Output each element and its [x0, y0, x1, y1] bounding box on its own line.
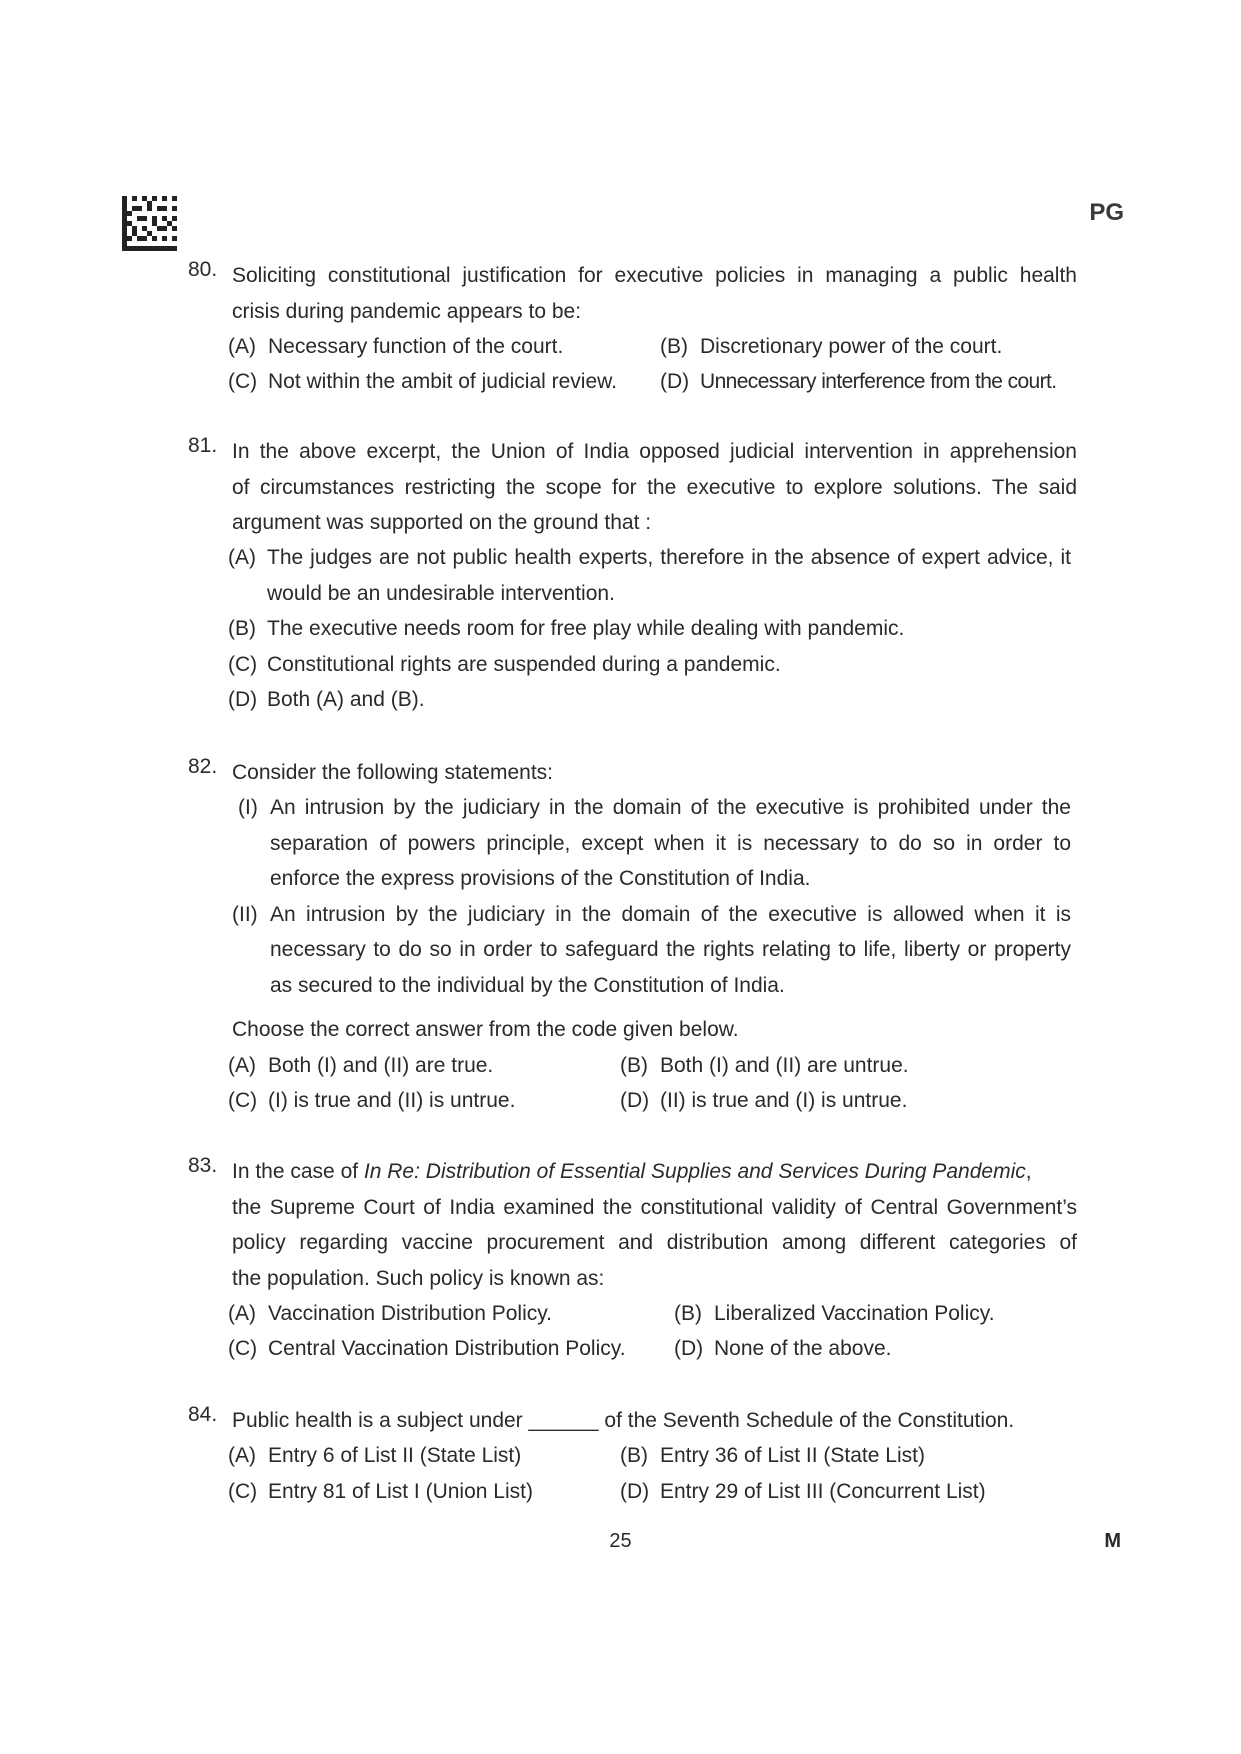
- option-c: [228, 647, 1071, 683]
- option-label: (D): [620, 1089, 650, 1112]
- statement-ii: [232, 897, 1071, 1004]
- question-text: argument was supported on the ground that :: [232, 511, 652, 534]
- option-c: [228, 1474, 533, 1510]
- option-text: Constitutional rights are suspended during a pandemic.: [267, 652, 781, 676]
- question-number: 81.: [188, 434, 218, 457]
- page-number: 25: [609, 1530, 632, 1552]
- option-label: (B): [228, 617, 256, 640]
- option-d: [620, 1474, 986, 1510]
- option-b: [620, 1438, 925, 1474]
- question-text: the population. Such policy is known as:: [232, 1266, 605, 1290]
- option-text: Entry 6 of List II (State List): [268, 1444, 522, 1467]
- question-text: In the above excerpt, the Union of India opposed judicial intervention in apprehension: [232, 440, 1077, 463]
- option-b: [620, 1048, 909, 1084]
- option-label: (D): [660, 370, 690, 393]
- option-text: The judges are not public health experts, therefore in the absence of expert advice, it would be an undesirable intervention.: [267, 546, 1071, 605]
- option-label: (A): [228, 1444, 256, 1467]
- option-text: Entry 81 of List I (Union List): [268, 1480, 533, 1503]
- option-b: [674, 1296, 995, 1332]
- question-number: 80.: [188, 258, 218, 281]
- option-text: Central Vaccination Distribution Policy.: [268, 1337, 626, 1360]
- option-label: (D): [228, 688, 258, 711]
- option-text: Entry 36 of List II (State List): [660, 1444, 925, 1467]
- option-c: [228, 1083, 515, 1119]
- option-c: [228, 1331, 626, 1367]
- option-label: (D): [674, 1337, 704, 1360]
- option-d: [674, 1331, 891, 1367]
- question-text: Public health is a subject under ______ of the Seventh Schedule of the Constitution.: [232, 1409, 1015, 1432]
- booklet-code: M: [1104, 1530, 1121, 1552]
- option-text: Both (I) and (II) are true.: [268, 1054, 494, 1077]
- option-label: (B): [620, 1054, 648, 1077]
- question-text: the Supreme Court of India examined the constitutional validity of Central Government’s: [232, 1195, 1077, 1219]
- statement-text: An intrusion by the judiciary in the domain of the executive is allowed when it is necessary to do so in order to safeguard the rights relating to life, liberty or property as secured to the individual by the Constitution of India.: [270, 902, 1071, 997]
- option-text: Necessary function of the court.: [268, 335, 564, 358]
- option-a: [228, 540, 1071, 611]
- option-label: (C): [228, 1337, 258, 1360]
- option-d: [660, 364, 1057, 400]
- option-c: [228, 364, 617, 400]
- option-b: [228, 611, 1071, 647]
- question-text: crisis during pandemic appears to be:: [232, 299, 582, 323]
- option-d: [228, 682, 1071, 718]
- question-text: Soliciting constitutional justification for executive policies in managing a public health: [232, 264, 1077, 287]
- question-number: 84.: [188, 1403, 218, 1426]
- option-text: (I) is true and (II) is untrue.: [268, 1089, 516, 1112]
- question-intro: In the case of: [232, 1160, 364, 1183]
- option-text: Liberalized Vaccination Policy.: [714, 1302, 995, 1325]
- option-label: (C): [228, 1089, 258, 1112]
- option-label: (B): [674, 1302, 702, 1325]
- option-a: [228, 329, 563, 365]
- option-text: Both (I) and (II) are untrue.: [660, 1054, 909, 1077]
- option-text: Both (A) and (B).: [267, 688, 425, 711]
- option-text: Not within the ambit of judicial review.: [268, 370, 617, 393]
- series-code: PG: [1089, 199, 1124, 226]
- option-text: (II) is true and (I) is untrue.: [660, 1089, 908, 1112]
- question-intro-end: ,: [1025, 1160, 1032, 1183]
- option-a: [228, 1438, 521, 1474]
- option-label: (A): [228, 1054, 256, 1077]
- option-label: (A): [228, 335, 256, 358]
- instruction-text: Choose the correct answer from the code given below.: [232, 1018, 739, 1041]
- option-text: Unnecessary interference from the court.: [700, 370, 1057, 393]
- option-label: (A): [228, 1302, 256, 1325]
- option-label: (B): [660, 335, 688, 358]
- question-text: of circumstances restricting the scope for the executive to explore solutions. The said: [232, 475, 1077, 499]
- statement-label: (II): [232, 902, 258, 926]
- option-text: Vaccination Distribution Policy.: [268, 1302, 553, 1325]
- option-label: (D): [620, 1480, 650, 1503]
- option-label: (C): [228, 1480, 258, 1503]
- statement-i: [232, 790, 1071, 897]
- option-a: [228, 1296, 552, 1332]
- option-label: (B): [620, 1444, 648, 1467]
- option-a: [228, 1048, 493, 1084]
- option-label: (A): [228, 546, 256, 569]
- case-name: In Re: Distribution of Essential Supplies and Services During Pandemic: [363, 1160, 1026, 1183]
- option-label: (C): [228, 370, 258, 393]
- question-text: policy regarding vaccine procurement and distribution among different categories of: [232, 1231, 1077, 1254]
- question-text: [232, 1154, 1077, 1190]
- option-text: Entry 29 of List III (Concurrent List): [660, 1480, 986, 1503]
- question-number: 83.: [188, 1154, 218, 1177]
- question-number: 82.: [188, 755, 218, 778]
- option-text: The executive needs room for free play while dealing with pandemic.: [267, 617, 905, 640]
- statement-text: An intrusion by the judiciary in the domain of the executive is prohibited under the separation of powers principle, except when it is necessary to do so in order to enforce the express provisions of the Constitution of India.: [270, 796, 1071, 890]
- option-d: [620, 1083, 907, 1119]
- option-b: [660, 329, 1002, 365]
- statement-label: (I): [238, 796, 258, 819]
- option-text: None of the above.: [714, 1337, 892, 1360]
- option-text: Discretionary power of the court.: [700, 335, 1003, 358]
- qr-code: [122, 196, 177, 251]
- option-label: (C): [228, 652, 258, 676]
- question-text: Consider the following statements:: [232, 761, 553, 784]
